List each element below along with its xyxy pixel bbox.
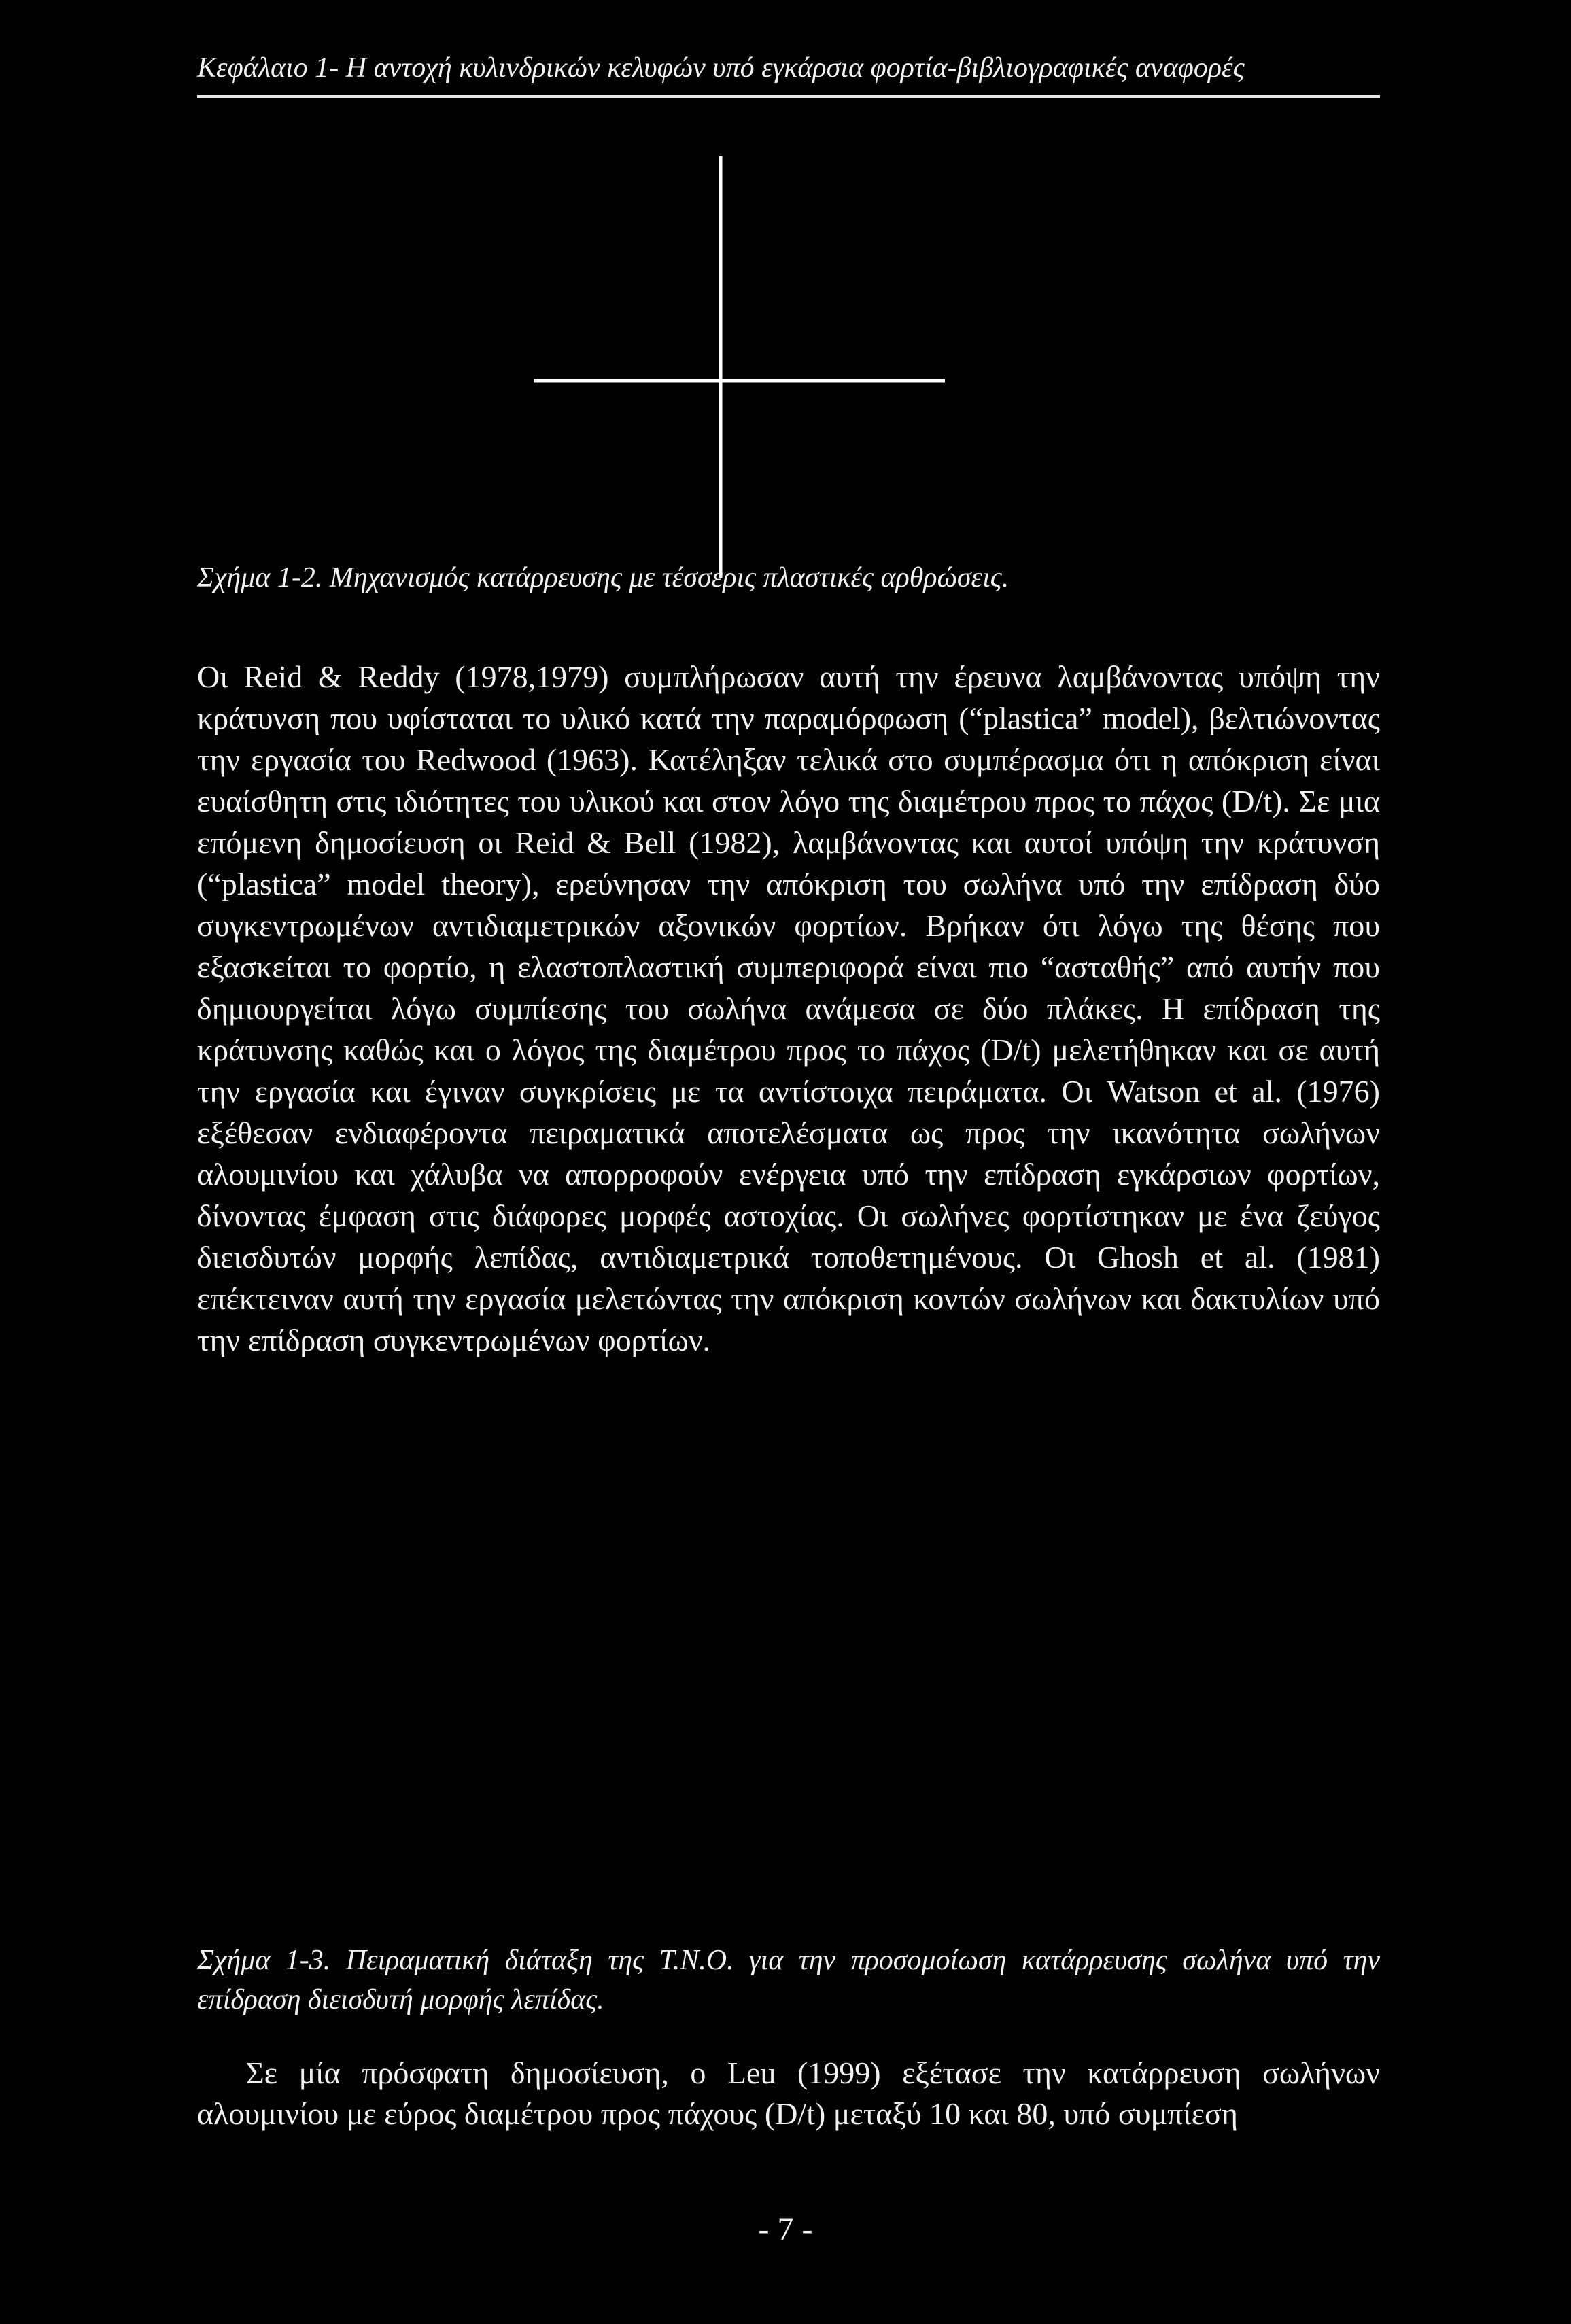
figure-1-2-mechanism-diagram	[523, 156, 952, 578]
page-number: - 7 -	[758, 2211, 813, 2247]
header-rule	[197, 95, 1380, 98]
running-header: Κεφάλαιο 1- Η αντοχή κυλινδρικών κελυφών υπό εγκάρσια φορτία-βιβλιογραφικές αναφορές	[197, 52, 1245, 84]
figure-1-3-caption: Σχήμα 1-3. Πειραματική διάταξη της Τ.Ν.Ο. για την προσομοίωση κατάρρευσης σωλήνα υπό την επίδραση διεισδυτή μορφής λεπίδας.	[197, 1945, 1380, 2015]
figure-1-2-caption: Σχήμα 1-2. Μηχανισμός κατάρρευσης με τέσσερις πλαστικές αρθρώσεις.	[197, 562, 1009, 593]
body-paragraph-1: Οι Reid & Reddy (1978,1979) συμπλήρωσαν αυτή την έρευνα λαμβάνοντας υπόψη την κράτυνση που υφίσταται το υλικό κατά την παραμόρφωση (“plastica” model), βελτιώνοντας την εργασία του Redwood (1963). Κατέληξαν τελικά στο συμπέρασμα ότι η απόκριση είναι ευαίσθητη στις ιδιότητες του υλικού και στον λόγο της διαμέτρου προς το πάχος (D/t). Σε μια επόμενη δημοσίευση οι Reid & Bell (1982), λαμβάνοντας και αυτοί υπόψη την κράτυνση (“plastica” model theory), ερεύνησαν την απόκριση του σωλήνα υπό την επίδραση δύο συγκεντρωμένων αντιδιαμετρικών αξονικών φορτίων. Βρήκαν ότι λόγω της θέσης που εξασκείται το φορτίο, η ελαστοπλαστική συμπεριφορά είναι πιο “ασταθής” από αυτήν που δημιουργείται λόγω συμπίεσης του σωλήνα ανάμεσα σε δύο πλάκες. Η επίδραση της κράτυνσης καθώς και ο λόγος της διαμέτρου προς το πάχος (D/t) μελετήθηκαν και σε αυτή την εργασία και έγιναν συγκρίσεις με τα αντίστοιχα πειράματα. Οι Watson et al. (1976) εξέθεσαν ενδιαφέροντα πειραματικά αποτελέσματα ως προς την ικανότητα σωλήνων αλουμινίου και χάλυβα να απορροφούν ενέργεια υπό την επίδραση εγκάρσιων φορτίων, δίνοντας έμφαση στις διάφορες μορφές αστοχίας. Οι σωλήνες φορτίστηκαν με ένα ζεύγος διεισδυτών μορφής λεπίδας, αντιδιαμετρικά τοποθετημένους. Οι Ghosh et al. (1981) επέκτειναν αυτή την εργασία μελετώντας την απόκριση κοντών σωλήνων και δακτυλίων υπό την επίδραση συγκεντρωμένων φορτίων.	[197, 659, 1380, 1357]
body-paragraph-2: Σε μία πρόσφατη δημοσίευση, ο Leu (1999) εξέτασε την κατάρρευση σωλήνων αλουμινίου με εύρος διαμέτρου προς πάχους (D/t) μεταξύ 10 και 80, υπό συμπίεση	[197, 2056, 1380, 2131]
